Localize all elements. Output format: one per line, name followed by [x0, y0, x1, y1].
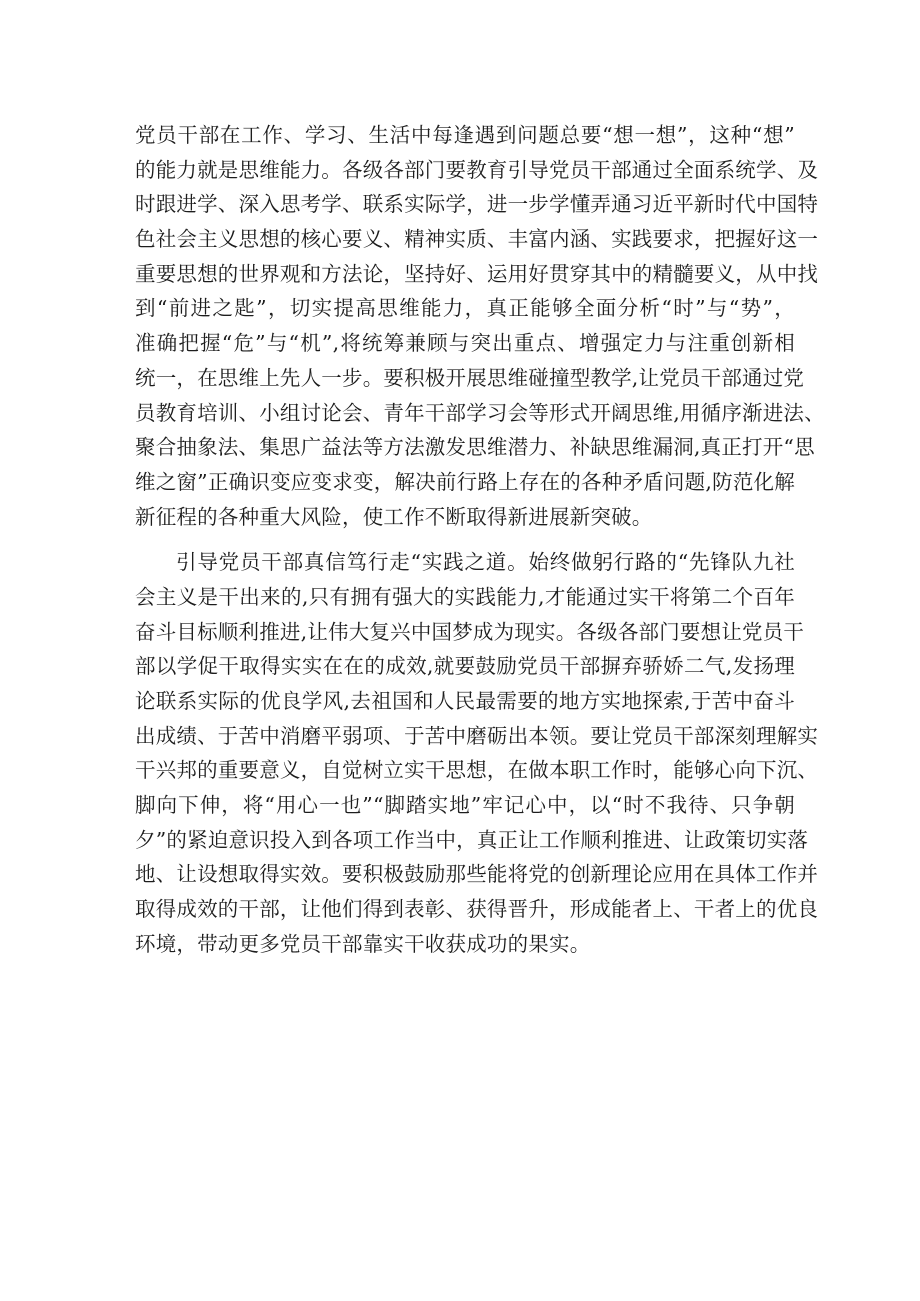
text-line: 准确把握“危”与“机”,将统筹兼顾与突出重点、增强定力与注重创新相	[135, 331, 795, 356]
text-line: 新征程的各种重大风险，使工作不断取得新进展新突破。	[135, 504, 653, 529]
text-line: 取得成效的干部，让他们得到表彰、获得晋升，形成能者上、干者上的优良	[135, 897, 819, 922]
paragraph	[135, 118, 825, 534]
text-line: 环境，带动更多党员干部靠实干收获成功的果实。	[135, 931, 591, 956]
text-line: 脚向下伸，将“用心一也”“脚踏实地”牢记心中，以“时不我待、只争朝	[135, 793, 795, 818]
text-line: 维之窗”正确识变应变求变，解决前行路上存在的各种矛盾问题,防范化解	[135, 469, 795, 494]
text-line: 到“前进之匙”，切实提高思维能力，真正能够全面分析“时”与“势”，	[135, 296, 795, 321]
text-line: 重要思想的世界观和方法论，坚持好、运用好贯穿其中的精髓要义，从中找	[135, 261, 819, 286]
text-line: 奋斗目标顺利推进,让伟大复兴中国梦成为现实。各级各部门要想让党员干	[135, 619, 805, 644]
paragraph-gap	[135, 534, 795, 545]
text-line: 的能力就是思维能力。各级各部门要教育引导党员干部通过全面系统学、及	[135, 157, 819, 182]
text-line: 出成绩、于苦中消磨平弱项、于苦中磨砺出本领。要让党员干部深刻理解实	[135, 723, 819, 748]
text-line: 论联系实际的优良学风,去祖国和人民最需要的地方实地探索,于苦中奋斗	[135, 689, 795, 713]
text-line: 地、让设想取得实效。要积极鼓励那些能将党的创新理论应用在具体工作并	[135, 862, 819, 887]
text-line: 干兴邦的重要意义，自觉树立实干思想，在做本职工作时，能够心向下沉、	[135, 758, 819, 783]
text-line: 部以学促干取得实实在在的成效,就要鼓励党员干部摒弃骄娇二气,发扬理	[135, 654, 795, 679]
text-line: 聚合抽象法、集思广益法等方法激发思维潜力、补缺思维漏洞,真正打开“思	[135, 435, 815, 460]
text-line: 员教育培训、小组讨论会、青年干部学习会等形式开阔思维,用循序渐进法、	[135, 400, 825, 425]
text-line: 夕”的紧迫意识投入到各项工作当中，真正让工作顺利推进、让政策切实落	[135, 827, 809, 852]
paragraph	[135, 545, 819, 961]
document-body	[135, 118, 825, 962]
text-line: 统一，在思维上先人一步。要积极开展思维碰撞型教学,让党员干部通过党	[135, 365, 805, 390]
text-line: 会主义是干出来的,只有拥有强大的实践能力,才能通过实干将第二个百年	[135, 584, 795, 609]
text-line: 党员干部在工作、学习、生活中每逢遇到问题总要“想一想”，这种“想”	[135, 123, 795, 147]
text-line: 时跟进学、深入思考学、联系实际学，进一步学懂弄通习近平新时代中国特	[135, 192, 819, 217]
text-line: 色社会主义思想的核心要义、精神实质、丰富内涵、实践要求，把握好这一	[135, 227, 819, 252]
text-line: 引导党员干部真信笃行走“实践之道。始终做躬行路的“先锋队九社	[176, 550, 795, 575]
